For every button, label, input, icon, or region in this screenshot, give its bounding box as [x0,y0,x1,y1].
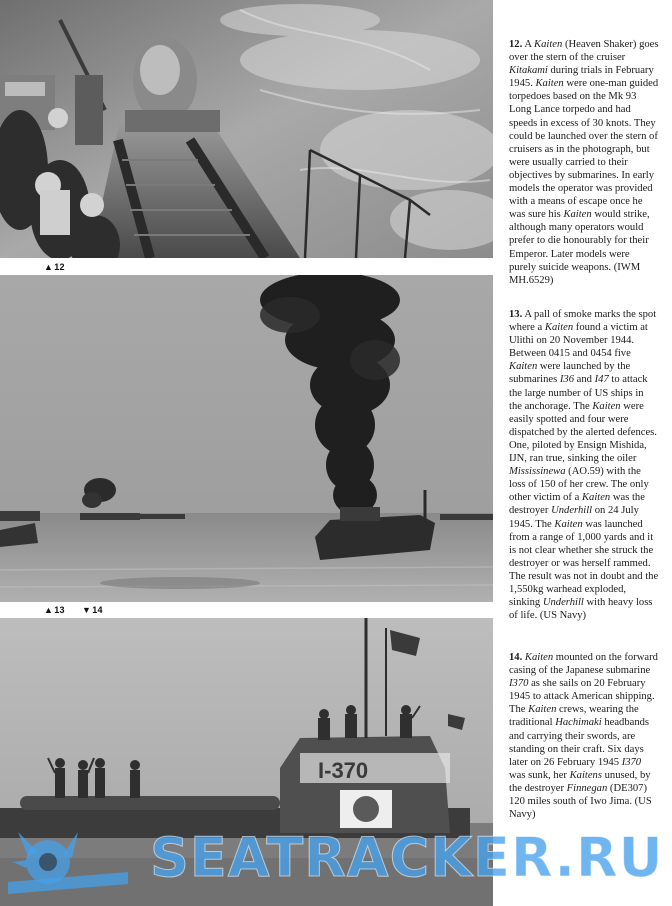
watermark-text: SEATRACKER.RU [150,826,664,889]
plate-number: 14 [92,605,103,615]
italic-term: I370 [509,678,529,690]
caption-14 [509,651,659,821]
italic-term: Mississinewa [509,466,566,478]
plate-number: 12 [54,262,65,272]
caption-text: A pall of smoke marks the spot where a Kaiten found a victim at Ulithi on 20 November 1944. Between 0415 and 0454 five Kaiten were launched by the submarines I36 and I47 to attack the large number of US ships in the anchorage. The Kaiten were easily spotted and four were dispatched by the alerted defences. One, piloted by Ensign Mishida, IJN, ran true, sinking the oiler Mississinewa (AO.59) with the loss of 150 of her crew. The only other victim of a Kaiten was the destroyer Underhill on 24 July 1945. The Kaiten was launched from a range of 1,000 yards and it is not clear whether she struck the destroyer or was herself rammed. The result was not in doubt and the 1,550kg warhead exploded, sinking Underhill with heavy loss of life. (US Navy) [509,309,659,622]
italic-term: Kaiten [535,78,564,90]
triangle-up-icon: ▲ [44,262,54,272]
italic-term: Kaiten [534,39,563,50]
italic-term: Finnegan [566,782,608,794]
italic-term: Hachimaki [555,717,602,729]
triangle-down-icon: ▼ [82,605,92,615]
hull-number: I-370 [318,758,369,783]
plate-label-14 [82,605,103,615]
triangle-up-icon: ▲ [44,605,54,615]
caption-text: Kaiten mounted on the forward casing of the Japanese submarine I370 as she sails on 20 February 1945 to attack American shipping. The Kaiten crews, wearing the traditional Hachimaki headbands and carrying their swords, are standing on their craft. Six days later on 26 February 1945 I370 was sunk, her Kaitens unused, by the destroyer Finnegan (DE307) 120 miles south of Iwo Jima. (US Navy) [509,652,658,821]
italic-term: Kaiten [544,322,574,334]
italic-term: I47 [594,374,609,386]
plate-label-13 [44,605,65,615]
plate-number: 13 [54,605,65,615]
caption-text: A Kaiten (Heaven Shaker) goes over the stern of the cruiser Kitakami during trials in February 1945. Kaiten were one-man guided torpedoes based on the Mk 93 Long Lance torpedo and had speeds in excess of 30 knots. They could be launched over the stern of cruisers as in the photograph, but were usually carried to their objectives by submarines. In early models the operator was provided with a means of escape once he was sure his Kaiten would strike, although many operators would prefer to die honourably for their Emperor. Later models were purely suicide weapons. (IWM MH.6529) [509,39,659,286]
italic-term: Kaiten [592,400,621,412]
italic-term: Underhill [542,597,584,609]
italic-term: Kitakami [509,65,548,77]
caption-13 [509,308,659,622]
italic-term: Kaiten [509,361,538,373]
italic-term: Kaitens [569,769,602,781]
caption-number: 13. [509,309,523,320]
caption-number: 12. [509,39,523,50]
italic-term: Kaiten [524,652,554,663]
photo-ulithi-smoke [0,275,493,602]
photo-kaiten-cruiser-stern [0,0,493,258]
italic-term: Underhill [551,505,593,517]
italic-term: Kaiten [528,704,557,716]
caption-number: 14. [509,652,523,663]
italic-term: Kaiten [581,492,611,504]
caption-12 [509,38,659,287]
italic-term: I36 [559,374,575,386]
italic-term: Kaiten [563,209,592,221]
watermark-logo-icon [8,812,128,906]
italic-term: I370 [621,756,642,768]
plate-label-12 [44,262,65,272]
italic-term: Kaiten [554,518,583,530]
